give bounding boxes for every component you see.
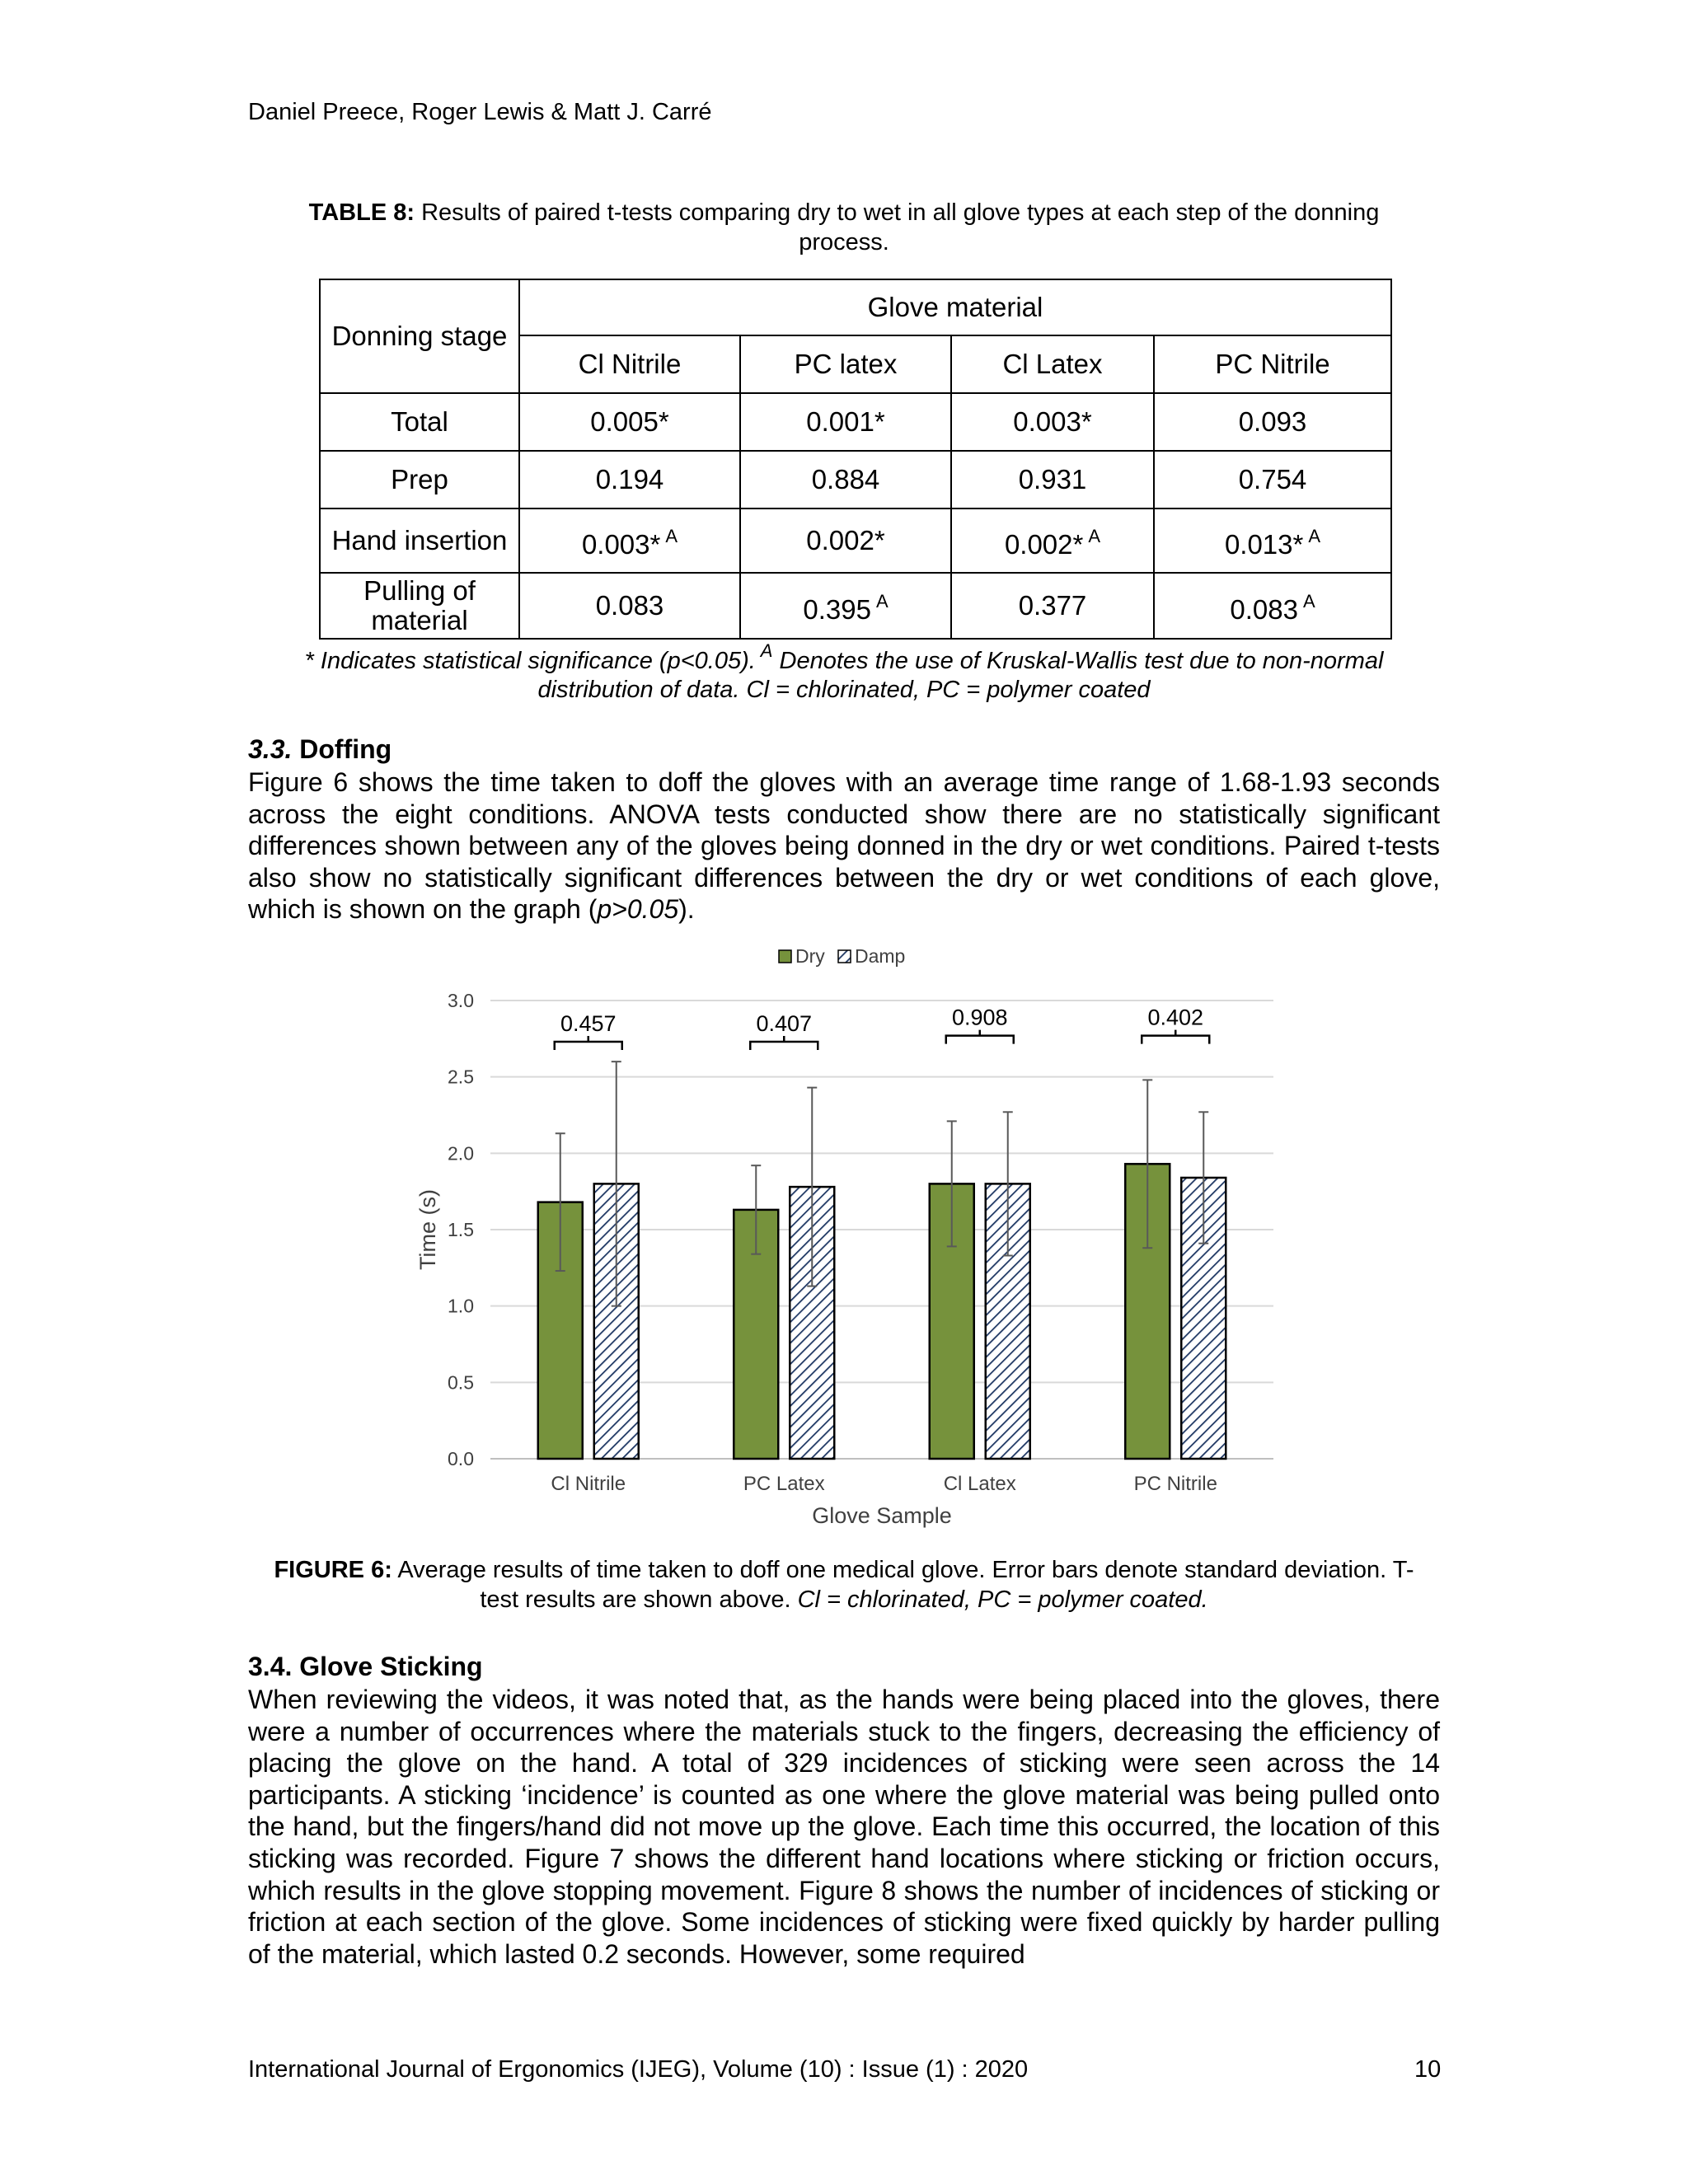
table-cell-value: 0.395 [803,594,871,625]
chart-bars [538,1164,1226,1459]
table-cell [519,451,740,509]
table-cell [740,573,951,639]
doffing-text-end: ). [678,894,695,925]
table-cell [1154,573,1391,639]
table-cell-value: 0.377 [1018,590,1087,621]
table-cell-value: 0.083 [595,590,664,621]
table-footnote [280,636,1408,705]
table-col-header: PC Nitrile [1154,335,1391,393]
table-cell-superscript: A [875,591,889,612]
table-body [320,393,1391,639]
x-tick-label: Cl Nitrile [551,1473,626,1495]
glove-sticking-paragraph: When reviewing the videos, it was noted that, as the hands were being placed into the gloves, there were a number of occurrences where the materials stuck to the fingers, decreasing the efficiency of placing the glove on the hand. A total of 329 incidences of sticking were seen across the 14 participants. A sticking ‘incidence’ is counted as one where the glove material was being pulled onto the hand, but the fingers/hand did not move up the glove. Each time this occurred, the location of this sticking was recorded. Figure 7 shows the different hand locations where sticking or friction occurs, which results in the glove stopping movement. Figure 8 shows the number of incidences of sticking or friction at each section of the glove. Some incidences of sticking were fixed quickly by harder pulling of the material, which lasted 0.2 seconds. However, some required [248,1685,1440,1969]
table-caption-text: Results of paired t-tests comparing dry to wet in all glove types at each step of the donning process. [421,199,1380,255]
significance-bracket [1142,1030,1209,1044]
table-cell-value: 0.013* [1224,529,1304,560]
figure-caption-label: FIGURE 6: [274,1557,392,1583]
table-row-stage: Hand insertion [320,509,519,573]
table-cell [1154,451,1391,509]
table-row-stage: Pulling of material [320,573,519,639]
footnote-significance: * Indicates statistical significance (p<0.05). [304,648,756,674]
table-cell [951,573,1154,639]
legend-label-damp: Damp [855,945,906,967]
doffing-text: Figure 6 shows the time taken to doff the gloves with an average time range of 1.68-1.93 seconds across the eight conditions. ANOVA tests conducted show there are no statistically significant differences shown between any of the gloves being donned in the dry or wet conditions. Paired t-tests also show no statistically significant differences between the dry or wet conditions of each glove, which is shown on the graph ( [248,767,1440,925]
table-cell-value: 0.001* [806,406,885,437]
table-caption-label: TABLE 8: [308,199,415,226]
legend-swatch-dry [779,950,791,963]
significance-bracket [750,1036,818,1050]
table-cell-value: 0.884 [811,464,880,494]
x-tick-label: PC Latex [743,1473,825,1495]
table-cell-superscript: A [665,526,678,546]
chart-annotations [555,1005,1210,1050]
table-col-header: Cl Latex [951,335,1154,393]
footnote-kruskal: Denotes the use of Kruskal-Wallis test due to non-normal distribution of data. Cl = chlorinated, PC = polymer coated [537,648,1384,703]
figure-caption-text: Average results of time taken to doff one medical glove. Error bars denote standard deviation. T-test results are shown above. [397,1557,1414,1613]
running-header-authors: Daniel Preece, Roger Lewis & Matt J. Carré [248,99,712,125]
y-tick-label: 3.0 [448,990,474,1011]
section-title: Doffing [299,734,392,764]
table-cell [519,509,740,573]
table-cell-value: 0.093 [1238,406,1307,437]
y-tick-label: 1.0 [448,1295,474,1317]
legend-label-dry: Dry [795,945,825,967]
table-cell [740,509,951,573]
p-value-label: 0.457 [560,1011,617,1037]
table-cell-value: 0.003* [1013,406,1092,437]
table-cell-value: 0.002* [806,525,885,555]
p-value-label: 0.908 [951,1005,1008,1030]
x-axis-title: Glove Sample [812,1503,952,1528]
y-tick-label: 2.0 [448,1142,474,1165]
journal-footer: International Journal of Ergonomics (IJEG), Volume (10) : Issue (1) : 2020 [248,2056,1029,2083]
doffing-paragraph [248,766,1440,926]
legend-swatch-damp [838,950,851,963]
figure-caption [272,1555,1416,1615]
p-value-label: 0.407 [756,1011,813,1037]
table-row [320,509,1391,573]
table-cell [519,393,740,451]
table-header-donning-stage: Donning stage [320,279,519,393]
footnote-marker: A [760,640,773,661]
doffing-pvalue: p>0.05 [597,894,679,925]
table-cell [1154,393,1391,451]
doffing-time-bar-chart [396,940,1319,1533]
significance-bracket [555,1036,622,1050]
y-tick-label: 0.5 [448,1371,474,1394]
page-number: 10 [1414,2056,1442,2083]
table-cell [740,393,951,451]
table-cell [951,451,1154,509]
table-cell-superscript: A [1308,526,1321,546]
table-cell [740,451,951,509]
table-cell-superscript: A [1302,591,1315,612]
table-cell-value: 0.754 [1238,464,1307,494]
table-col-header: Cl Nitrile [519,335,740,393]
section-title: Glove Sticking [299,1652,483,1681]
table-cell-superscript: A [1088,526,1101,546]
table-caption [272,198,1416,257]
table-cell-value: 0.083 [1230,594,1298,625]
table-cell [519,573,740,639]
table-col-header: PC latex [740,335,951,393]
figure-caption-abbrev: Cl = chlorinated, PC = polymer coated. [797,1586,1208,1613]
y-tick-label: 2.5 [448,1066,474,1088]
table-cell [951,393,1154,451]
y-tick-label: 0.0 [448,1448,474,1469]
x-tick-label: Cl Latex [943,1473,1016,1495]
y-tick-label: 1.5 [448,1219,474,1240]
table-row [320,393,1391,451]
section-heading-doffing [248,734,392,765]
table-row [320,573,1391,639]
table-cell-value: 0.005* [590,406,669,437]
table-cell [951,509,1154,573]
y-axis-title: Time (s) [415,1189,440,1270]
results-table [319,279,1392,640]
table-row-stage: Prep [320,451,519,509]
chart-error-bars [556,1062,1209,1306]
table-cell [1154,509,1391,573]
table-header-glove-material: Glove material [519,279,1391,335]
p-value-label: 0.402 [1147,1005,1204,1030]
significance-bracket [946,1030,1014,1044]
table-cell-value: 0.002* [1004,529,1084,560]
section-number: 3.4. [248,1652,293,1681]
section-number: 3.3. [248,734,293,764]
table-row-stage: Total [320,393,519,451]
table-cell-value: 0.931 [1018,464,1087,494]
table-cell-value: 0.194 [595,464,664,494]
x-tick-label: PC Nitrile [1133,1473,1217,1495]
table-row [320,451,1391,509]
section-heading-glove-sticking [248,1652,483,1682]
table-cell-value: 0.003* [581,529,661,560]
